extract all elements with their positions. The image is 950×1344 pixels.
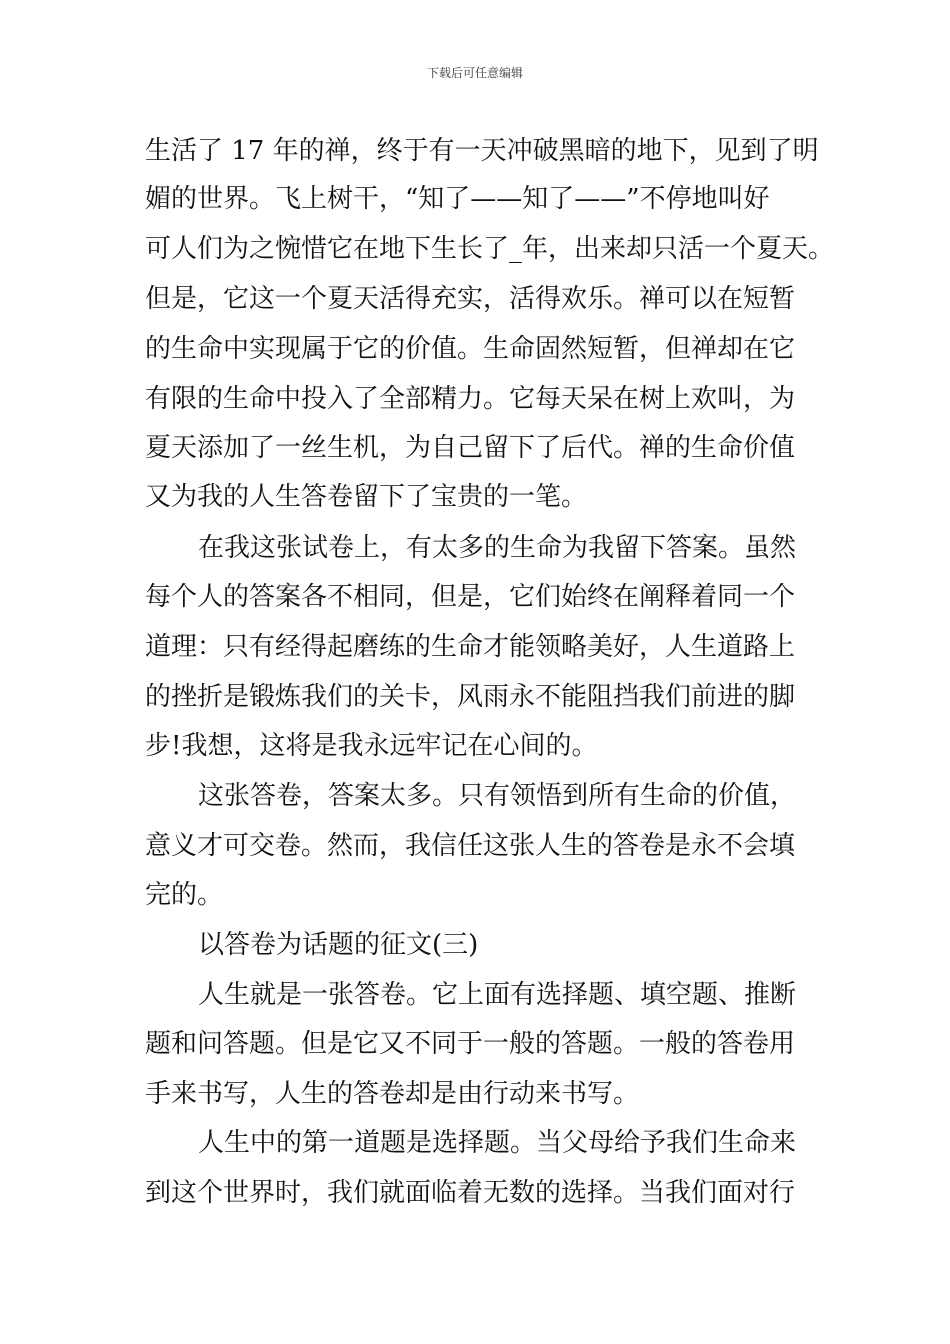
- text-line: 手来书写，人生的答卷却是由行动来书写。: [145, 1079, 640, 1109]
- text-line: 生活了 17 年的禅，终于有一天冲破黑暗的地下，见到了明: [145, 136, 819, 166]
- text-line: 完的。: [145, 880, 224, 910]
- text-line: 这张答卷，答案太多。只有领悟到所有生命的价值，: [198, 781, 797, 811]
- text-line: 人生就是一张答卷。它上面有选择题、填空题、推断: [198, 980, 797, 1010]
- section-title: 以答卷为话题的征文(三): [198, 930, 479, 960]
- text-line: 又为我的人生答卷留下了宝贵的一笔。: [145, 482, 588, 512]
- text-line: 每个人的答案各不相同，但是，它们始终在阐释着同一个: [145, 582, 796, 612]
- text-line: 在我这张试卷上，有太多的生命为我留下答案。虽然: [198, 533, 797, 563]
- text-line: 媚的世界。飞上树干，“知了——知了——”不停地叫好: [145, 184, 770, 214]
- text-line: 题和问答题。但是它又不同于一般的答题。一般的答卷用: [145, 1029, 796, 1059]
- text-line: 可人们为之惋惜它在地下生长了_年，出来却只活一个夏天。: [145, 234, 835, 264]
- text-line: 的挫折是锻炼我们的关卡，风雨永不能阻挡我们前进的脚: [145, 682, 796, 712]
- text-line: 但是，它这一个夏天活得充实，活得欢乐。禅可以在短暂: [145, 284, 796, 314]
- text-line: 道理：只有经得起磨练的生命才能领略美好，人生道路上: [145, 632, 796, 662]
- text-line: 到这个世界时，我们就面临着无数的选择。当我们面对行: [145, 1178, 796, 1208]
- text-line: 人生中的第一道题是选择题。当父母给予我们生命来: [198, 1128, 797, 1158]
- page-header: 下载后可任意编辑: [426, 66, 523, 80]
- text-line: 意义才可交卷。然而，我信任这张人生的答卷是永不会填: [145, 831, 796, 861]
- text-line: 夏天添加了一丝生机，为自己留下了后代。禅的生命价值: [145, 433, 796, 463]
- text-line: 步!我想，这将是我永远牢记在心间的。: [145, 731, 598, 761]
- text-line: 有限的生命中投入了全部精力。它每天呆在树上欢叫，为: [145, 384, 796, 414]
- text-line: 的生命中实现属于它的价值。生命固然短暂，但禅却在它: [145, 334, 796, 364]
